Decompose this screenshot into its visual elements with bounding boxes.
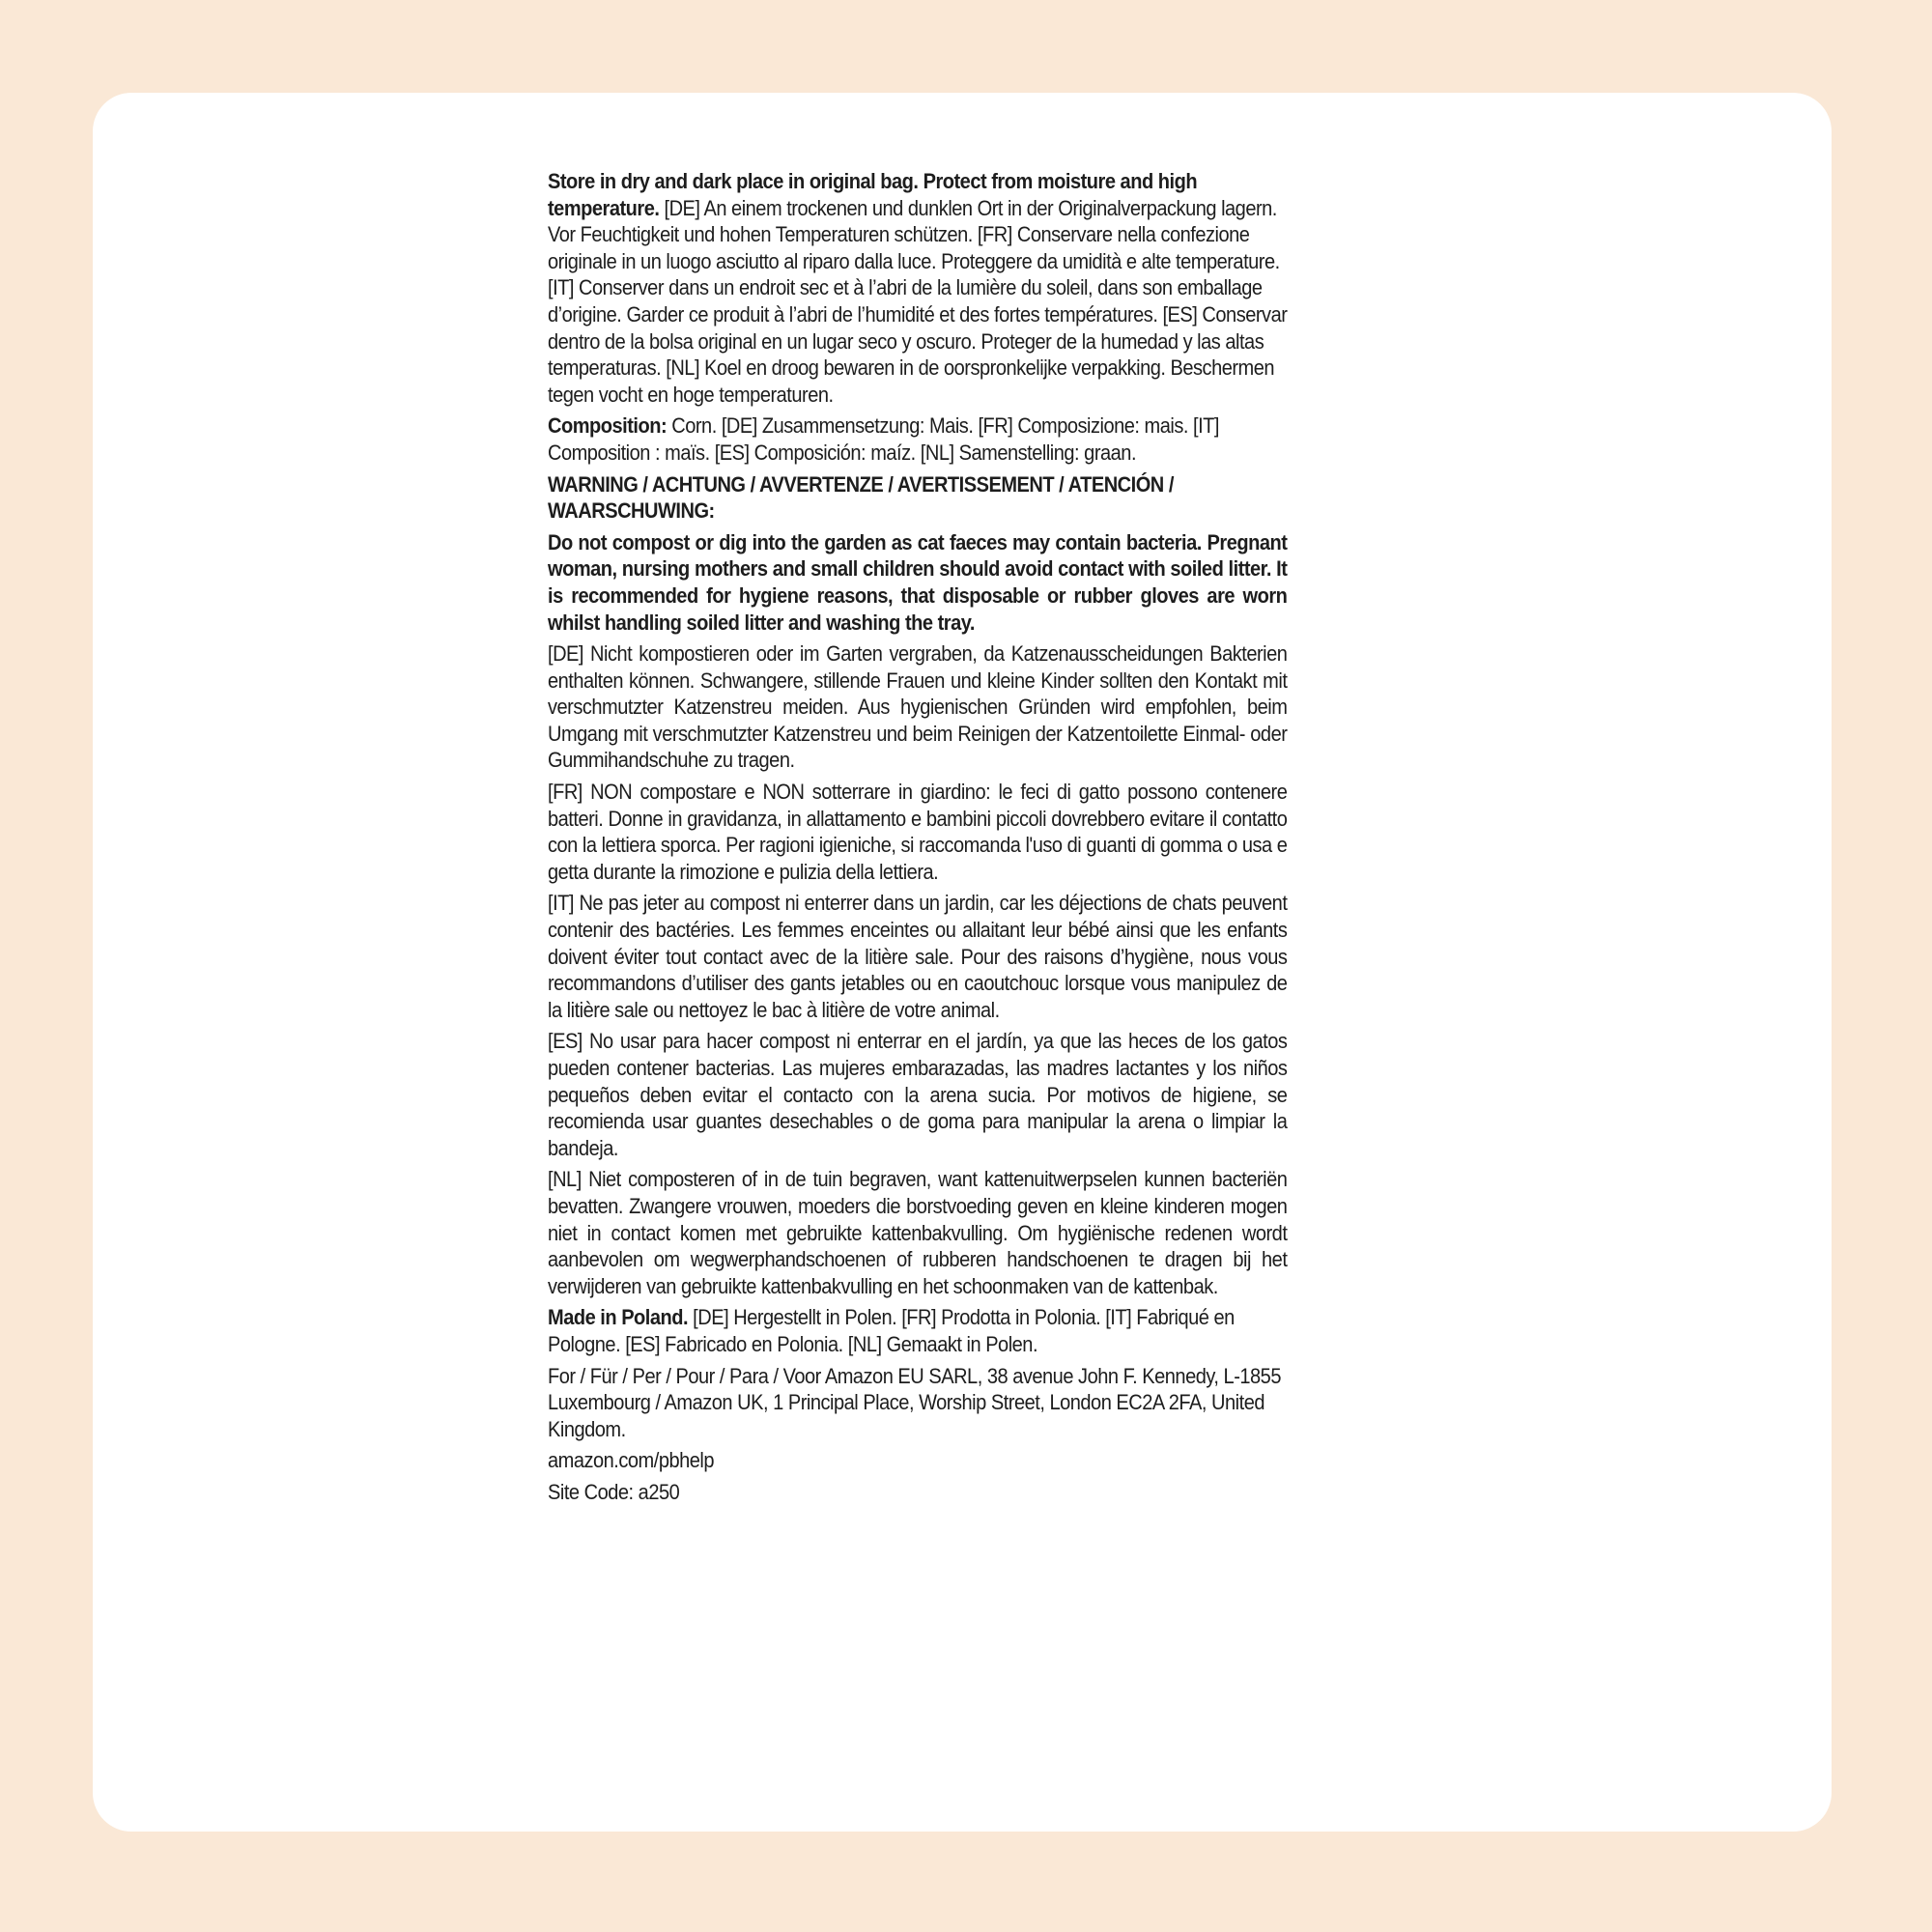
- site-code: Site Code: a250: [548, 1479, 680, 1504]
- help-url: amazon.com/pbhelp: [548, 1448, 715, 1473]
- warning-text-es: [ES] No usar para hacer compost ni enterrar en el jardín, ya que las heces de los gatos pueden contener bacterias. Las mujeres embarazadas, las madres lactantes y los niños pequeños deben evitar el contacto con la arena sucia. Por motivos de higiene, se recomienda usar guantes desechables o de goma para manipular la arena o limpiar la bandeja.: [548, 1029, 1288, 1160]
- storage-body: [DE] An einem trockenen und dunklen Ort in der Originalverpackung lagern. Vor Feuchtigkeit und hohen Temperaturen schützen. [FR] Conservare nella confezione originale in un luogo asciutto al riparo dalla luce. Proteggere da umidità e alte temperature. [IT] Conserver dans un endroit sec et à l’abri de la lumière du soleil, dans son emballage d’origine. Garder ce produit à l’abri de l’humidité et des fortes températures. [ES] Conservar dentro de la bolsa original en un lugar seco y oscuro. Proteger de la humedad y las altas temperaturas. [NL] Koel en droog bewaren in de oorspronkelijke verpakking. Beschermen tegen vocht en hoge temperaturen.: [548, 195, 1288, 407]
- warning-text-de: [DE] Nicht kompostieren oder im Garten vergraben, da Katzenausscheidungen Bakterien enthalten können. Schwangere, stillende Frauen und kleine Kinder sollten den Kontakt mit verschmutzter Katzenstreu meiden. Aus hygienischen Gründen wird empfohlen, beim Umgang mit verschmutzter Katzenstreu und beim Reinigen der Katzentoilette Einmal- oder Gummihandschuhe zu tragen.: [548, 641, 1288, 773]
- warning-text-it: [IT] Ne pas jeter au compost ni enterrer dans un jardin, car les déjections de chats peuvent contenir des bactéries. Les femmes enceintes ou allaitant leur bébé ainsi que les enfants doivent éviter tout contact avec de la litière sale. Pour des raisons d’hygiène, nous vous recommandons d’utiliser des gants jetables ou en caoutchouc lorsque vous manipulez de la litière sale ou nettoyez le bac à litière de votre animal.: [548, 891, 1288, 1022]
- storage-instructions: [548, 168, 1287, 408]
- composition-lead: Composition:: [548, 413, 668, 439]
- distributor-address: For / Für / Per / Pour / Para / Voor Amazon EU SARL, 38 avenue John F. Kennedy, L-1855 Luxembourg / Amazon UK, 1 Principal Place, Worship Street, London EC2A 2FA, United Kingdom.: [548, 1363, 1281, 1441]
- composition: [548, 412, 1287, 466]
- origin-body: [DE] Hergestellt in Polen. [FR] Prodotta in Polonia. [IT] Fabriqué en Pologne. [ES] Fabricado en Polonia. [NL] Gemaakt in Polen.: [548, 1305, 1235, 1356]
- storage-lead: Store in dry and dark place in original bag. Protect from moisture and high temperature.: [548, 169, 1198, 220]
- warning-text-en: Do not compost or dig into the garden as cat faeces may contain bacteria. Pregnant woman, nursing mothers and small children should avoid contact with soiled litter. It is recommended for hygiene reasons, that disposable or rubber gloves are worn whilst handling soiled litter and washing the tray.: [548, 529, 1288, 635]
- label-text-column: [548, 168, 1287, 1511]
- composition-body: Corn. [DE] Zusammensetzung: Mais. [FR] Composizione: mais. [IT] Composition : maïs. [ES] Composición: maíz. [NL] Samenstelling: graan.: [548, 413, 1220, 465]
- warning-heading: WARNING / ACHTUNG / AVVERTENZE / AVERTISSEMENT / ATENCIÓN / WAARSCHUWING:: [548, 471, 1174, 524]
- warning-text-nl: [NL] Niet composteren of in de tuin begraven, want kattenuitwerpselen kunnen bacteriën bevatten. Zwangere vrouwen, moeders die borstvoeding geven en kleine kinderen mogen niet in contact komen met gebruikte kattenbakvulling. Om hygiënische redenen wordt aanbevolen om wegwerphandschoenen of rubberen handschoenen te dragen bij het verwijderen van gebruikte kattenbakvulling en het schoonmaken van de kattenbak.: [548, 1167, 1288, 1298]
- country-of-origin: [548, 1304, 1287, 1357]
- origin-lead: Made in Poland.: [548, 1305, 689, 1330]
- warning-text-fr: [FR] NON compostare e NON sotterrare in giardino: le feci di gatto possono contenere batteri. Donne in gravidanza, in allattamento e bambini piccoli dovrebbero evitare il contatto con la lettiera sporca. Per ragioni igieniche, si raccomanda l'uso di guanti di gomma o usa e getta durante la rimozione e pulizia della lettiera.: [548, 780, 1288, 884]
